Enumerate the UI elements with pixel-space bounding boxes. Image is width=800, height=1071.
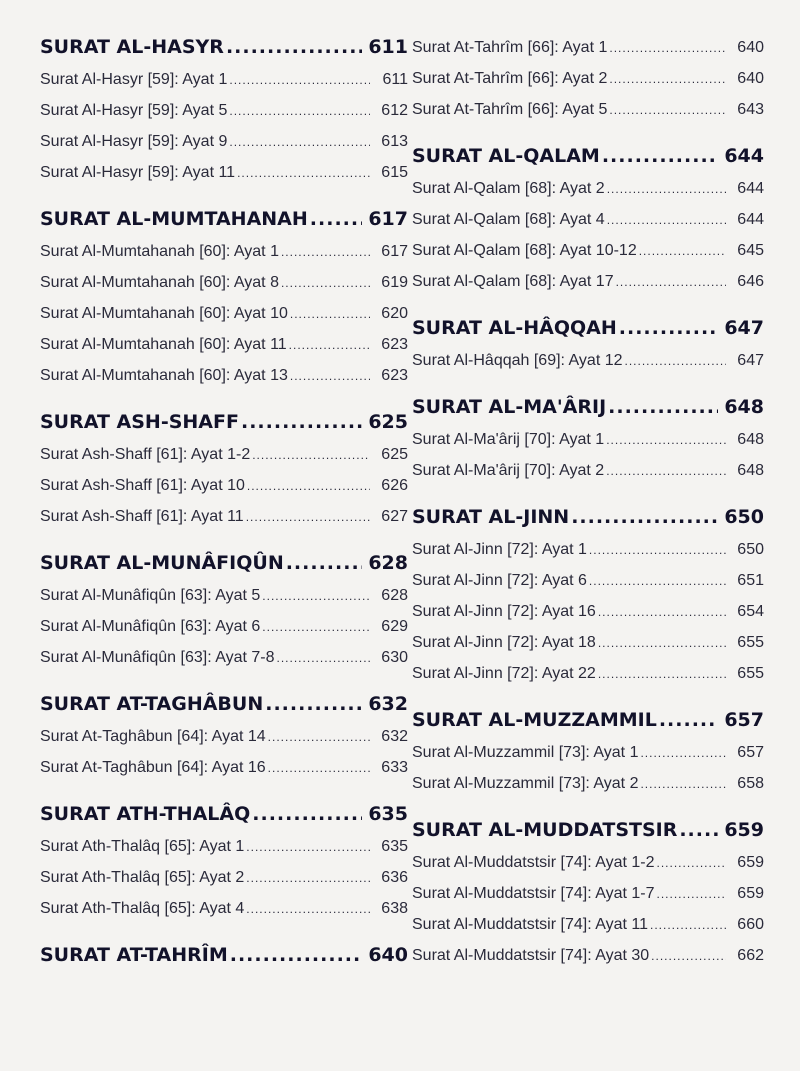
section-heading[interactable] [40, 546, 408, 580]
entry-page: 619 [381, 274, 408, 291]
section-heading-page: 617 [368, 208, 408, 230]
dot-leader [625, 346, 726, 377]
section-heading-page: 635 [368, 803, 408, 825]
section-heading-title: SURAT ASH-SHAFF [40, 411, 239, 433]
dot-leader [589, 535, 726, 566]
entry-page: 650 [737, 541, 764, 558]
section-heading-title: SURAT AL-MUZZAMMIL [412, 709, 657, 731]
entry-label: Surat Al-Muzzammil [73]: Ayat 1 [412, 744, 639, 761]
entry-page: 645 [737, 242, 764, 259]
entry-label: Surat Al-Mumtahanah [60]: Ayat 8 [40, 274, 279, 291]
section-heading-page: 647 [724, 317, 764, 339]
toc-section [40, 797, 408, 924]
entry-page: 640 [737, 70, 764, 87]
entry-page: 646 [737, 273, 764, 290]
entry-page: 657 [737, 744, 764, 761]
section-heading-title: SURAT ATH-THALÂQ [40, 803, 251, 825]
dot-leader [659, 703, 718, 737]
toc-section [412, 390, 764, 486]
dot-leader [589, 566, 726, 597]
dot-leader [598, 659, 726, 690]
dot-leader [229, 127, 370, 158]
toc-entry[interactable] [412, 940, 764, 971]
toc-entry[interactable] [40, 611, 408, 642]
section-heading-page: 659 [724, 819, 764, 841]
section-heading[interactable] [40, 405, 408, 439]
entry-page: 638 [381, 900, 408, 917]
entry-label: Surat Ash-Shaff [61]: Ayat 1-2 [40, 446, 251, 463]
section-heading-title: SURAT AL-JINN [412, 506, 570, 528]
dot-leader [609, 64, 726, 95]
section-heading-title: SURAT AL-MA'ÂRIJ [412, 396, 607, 418]
section-heading-page: 640 [368, 944, 408, 966]
section-heading[interactable] [40, 202, 408, 236]
toc-left-column [40, 0, 408, 986]
dot-leader [246, 894, 370, 925]
section-heading-title: SURAT AL-MUDDATSTSIR [412, 819, 678, 841]
entry-label: Surat Al-Muddatstsir [74]: Ayat 30 [412, 947, 650, 964]
section-heading-page: 628 [368, 552, 408, 574]
entry-page: 630 [381, 649, 408, 666]
section-heading-page: 650 [724, 506, 764, 528]
section-heading[interactable] [40, 30, 408, 64]
dot-leader [290, 299, 370, 330]
toc-entry[interactable] [40, 501, 408, 532]
dot-leader [265, 687, 362, 721]
dot-leader [229, 65, 370, 96]
section-heading[interactable] [412, 703, 764, 737]
entry-page: 615 [381, 164, 408, 181]
toc-entry[interactable] [412, 424, 764, 455]
toc-section [40, 938, 408, 972]
entry-page: 654 [737, 603, 764, 620]
toc-entry[interactable] [412, 658, 764, 689]
section-heading-page: 648 [724, 396, 764, 418]
toc-entry[interactable] [40, 580, 408, 611]
entry-page: 626 [381, 477, 408, 494]
entry-label: Surat Al-Ma'ârij [70]: Ayat 2 [412, 462, 605, 479]
section-heading[interactable] [412, 139, 764, 173]
dot-leader [281, 268, 370, 299]
section-heading[interactable] [40, 687, 408, 721]
entry-page: 659 [737, 885, 764, 902]
toc-section [412, 500, 764, 689]
entry-label: Surat Al-Mumtahanah [60]: Ayat 1 [40, 243, 279, 260]
entry-page: 629 [381, 618, 408, 635]
dot-leader [607, 205, 726, 236]
toc-entry[interactable] [40, 831, 408, 862]
entry-label: Surat Al-Jinn [72]: Ayat 6 [412, 572, 587, 589]
entry-label: Surat Al-Ma'ârij [70]: Ayat 1 [412, 431, 605, 448]
toc-entry[interactable] [412, 534, 764, 565]
toc-entry[interactable] [40, 752, 408, 783]
entry-label: Surat Al-Hasyr [59]: Ayat 1 [40, 71, 228, 88]
entry-page: 635 [381, 838, 408, 855]
toc-section [412, 32, 764, 125]
entry-label: Surat Al-Muddatstsir [74]: Ayat 11 [412, 916, 648, 933]
entry-page: 658 [737, 775, 764, 792]
dot-leader [679, 813, 718, 847]
dot-leader [598, 628, 726, 659]
entry-page: 612 [381, 102, 408, 119]
dot-leader [650, 910, 726, 941]
entry-label: Surat Ath-Thalâq [65]: Ayat 4 [40, 900, 245, 917]
section-heading-page: 632 [368, 693, 408, 715]
toc-section [412, 139, 764, 297]
entry-label: Surat At-Tahrîm [66]: Ayat 1 [412, 39, 608, 56]
toc-entry[interactable] [412, 173, 764, 204]
toc-section [412, 813, 764, 971]
entry-label: Surat Ath-Thalâq [65]: Ayat 2 [40, 869, 245, 886]
dot-leader [289, 330, 370, 361]
dot-leader [609, 95, 726, 126]
dot-leader [246, 863, 370, 894]
section-heading-title: SURAT AL-HASYR [40, 36, 224, 58]
entry-page: 627 [381, 508, 408, 525]
dot-leader [252, 440, 370, 471]
toc-entry[interactable] [412, 345, 764, 376]
toc-entry[interactable] [412, 847, 764, 878]
entry-label: Surat Ath-Thalâq [65]: Ayat 1 [40, 838, 245, 855]
entry-label: Surat Al-Jinn [72]: Ayat 16 [412, 603, 596, 620]
toc-section [40, 546, 408, 673]
toc-entry[interactable] [412, 266, 764, 297]
dot-leader [619, 311, 718, 345]
dot-leader [598, 597, 726, 628]
toc-section [40, 687, 408, 783]
entry-label: Surat Ash-Shaff [61]: Ayat 11 [40, 508, 244, 525]
dot-leader [237, 158, 370, 189]
dot-leader [241, 405, 362, 439]
section-heading-title: SURAT AL-QALAM [412, 145, 600, 167]
section-heading[interactable] [412, 390, 764, 424]
entry-label: Surat Al-Qalam [68]: Ayat 10-12 [412, 242, 637, 259]
entry-label: Surat At-Tahrîm [66]: Ayat 2 [412, 70, 608, 87]
section-heading-page: 611 [368, 36, 408, 58]
toc-right-column [412, 0, 764, 985]
dot-leader [262, 581, 370, 612]
entry-page: 623 [381, 367, 408, 384]
entry-page: 648 [737, 462, 764, 479]
entry-label: Surat Al-Hasyr [59]: Ayat 5 [40, 102, 228, 119]
section-heading[interactable] [412, 813, 764, 847]
toc-entry[interactable] [412, 94, 764, 125]
toc-entry[interactable] [412, 63, 764, 94]
entry-label: Surat Al-Mumtahanah [60]: Ayat 11 [40, 336, 287, 353]
entry-label: Surat Al-Qalam [68]: Ayat 4 [412, 211, 605, 228]
entry-label: Surat At-Taghâbun [64]: Ayat 16 [40, 759, 266, 776]
dot-leader [657, 879, 727, 910]
entry-label: Surat Al-Mumtahanah [60]: Ayat 13 [40, 367, 288, 384]
entry-label: Surat Al-Muddatstsir [74]: Ayat 1-7 [412, 885, 655, 902]
toc-entry[interactable] [40, 360, 408, 391]
toc-entry[interactable] [40, 267, 408, 298]
entry-page: 633 [381, 759, 408, 776]
dot-leader [290, 361, 370, 392]
section-heading-title: SURAT AL-MUNÂFIQÛN [40, 552, 284, 574]
dot-leader [246, 502, 370, 533]
dot-leader [247, 471, 370, 502]
section-heading-title: SURAT AT-TAHRÎM [40, 944, 228, 966]
toc-entry[interactable] [40, 64, 408, 95]
entry-label: Surat Ash-Shaff [61]: Ayat 10 [40, 477, 245, 494]
dot-leader [268, 722, 370, 753]
dot-leader [229, 96, 370, 127]
toc-section [412, 311, 764, 376]
toc-entry[interactable] [40, 862, 408, 893]
entry-page: 659 [737, 854, 764, 871]
section-heading[interactable] [40, 797, 408, 831]
section-heading[interactable] [412, 311, 764, 345]
section-heading-title: SURAT AL-HÂQQAH [412, 317, 617, 339]
dot-leader [226, 30, 362, 64]
entry-page: 655 [737, 665, 764, 682]
toc-entry[interactable] [412, 627, 764, 658]
dot-leader [281, 237, 370, 268]
dot-leader [602, 139, 718, 173]
dot-leader [607, 174, 726, 205]
entry-page: 620 [381, 305, 408, 322]
dot-leader [606, 425, 726, 456]
toc-entry[interactable] [40, 721, 408, 752]
entry-page: 643 [737, 101, 764, 118]
entry-label: Surat Al-Hasyr [59]: Ayat 9 [40, 133, 228, 150]
entry-page: 644 [737, 211, 764, 228]
dot-leader [268, 753, 370, 784]
toc-section [412, 703, 764, 799]
toc-entry[interactable] [40, 157, 408, 188]
entry-page: 632 [381, 728, 408, 745]
toc-entry[interactable] [40, 126, 408, 157]
dot-leader [640, 769, 726, 800]
dot-leader [651, 941, 726, 972]
dot-leader [616, 267, 726, 298]
toc-entry[interactable] [40, 95, 408, 126]
entry-label: Surat Al-Jinn [72]: Ayat 18 [412, 634, 596, 651]
entry-label: Surat Al-Jinn [72]: Ayat 1 [412, 541, 587, 558]
toc-entry[interactable] [40, 298, 408, 329]
toc-entry[interactable] [412, 596, 764, 627]
entry-page: 644 [737, 180, 764, 197]
dot-leader [246, 832, 370, 863]
entry-page: 636 [381, 869, 408, 886]
entry-page: 660 [737, 916, 764, 933]
section-heading-page: 657 [724, 709, 764, 731]
entry-page: 655 [737, 634, 764, 651]
entry-label: Surat Al-Munâfiqûn [63]: Ayat 6 [40, 618, 261, 635]
toc-entry[interactable] [40, 236, 408, 267]
entry-page: 651 [737, 572, 764, 589]
entry-label: Surat Al-Hâqqah [69]: Ayat 12 [412, 352, 623, 369]
toc-entry[interactable] [412, 32, 764, 63]
dot-leader [640, 738, 726, 769]
entry-label: Surat At-Taghâbun [64]: Ayat 14 [40, 728, 266, 745]
entry-label: Surat Al-Mumtahanah [60]: Ayat 10 [40, 305, 288, 322]
dot-leader [657, 848, 727, 879]
dot-leader [230, 938, 362, 972]
entry-page: 647 [737, 352, 764, 369]
dot-leader [571, 500, 718, 534]
entry-page: 662 [737, 947, 764, 964]
toc-entry[interactable] [412, 204, 764, 235]
toc-entry[interactable] [412, 565, 764, 596]
dot-leader [639, 236, 726, 267]
entry-page: 623 [381, 336, 408, 353]
section-heading[interactable] [412, 500, 764, 534]
dot-leader [252, 797, 362, 831]
toc-entry[interactable] [40, 329, 408, 360]
entry-page: 628 [381, 587, 408, 604]
toc-section [40, 202, 408, 391]
toc-section [40, 30, 408, 188]
entry-label: Surat Al-Qalam [68]: Ayat 17 [412, 273, 614, 290]
section-heading-title: SURAT AL-MUMTAHANAH [40, 208, 308, 230]
section-heading[interactable] [40, 938, 408, 972]
entry-page: 617 [381, 243, 408, 260]
toc-entry[interactable] [412, 768, 764, 799]
dot-leader [609, 33, 726, 64]
entry-page: 648 [737, 431, 764, 448]
section-heading-title: SURAT AT-TAGHÂBUN [40, 693, 264, 715]
toc-entry[interactable] [40, 439, 408, 470]
toc-entry[interactable] [40, 893, 408, 924]
entry-label: Surat Al-Qalam [68]: Ayat 2 [412, 180, 605, 197]
entry-label: Surat Al-Muzzammil [73]: Ayat 2 [412, 775, 639, 792]
dot-leader [608, 390, 718, 424]
entry-page: 625 [381, 446, 408, 463]
entry-page: 613 [381, 133, 408, 150]
toc-entry[interactable] [412, 455, 764, 486]
entry-page: 611 [382, 71, 408, 88]
dot-leader [277, 643, 370, 674]
toc-entry[interactable] [412, 909, 764, 940]
dot-leader [606, 456, 726, 487]
toc-section [40, 405, 408, 532]
dot-leader [262, 612, 370, 643]
entry-label: Surat Al-Munâfiqûn [63]: Ayat 7-8 [40, 649, 275, 666]
toc-entry[interactable] [412, 737, 764, 768]
section-heading-page: 644 [724, 145, 764, 167]
entry-label: Surat Al-Hasyr [59]: Ayat 11 [40, 164, 236, 181]
entry-label: Surat At-Tahrîm [66]: Ayat 5 [412, 101, 608, 118]
section-heading-page: 625 [368, 411, 408, 433]
dot-leader [310, 202, 362, 236]
entry-label: Surat Al-Muddatstsir [74]: Ayat 1-2 [412, 854, 655, 871]
toc-entry[interactable] [40, 642, 408, 673]
toc-entry[interactable] [412, 878, 764, 909]
toc-entry[interactable] [40, 470, 408, 501]
dot-leader [286, 546, 362, 580]
entry-label: Surat Al-Jinn [72]: Ayat 22 [412, 665, 596, 682]
toc-entry[interactable] [412, 235, 764, 266]
entry-label: Surat Al-Munâfiqûn [63]: Ayat 5 [40, 587, 261, 604]
entry-page: 640 [737, 39, 764, 56]
